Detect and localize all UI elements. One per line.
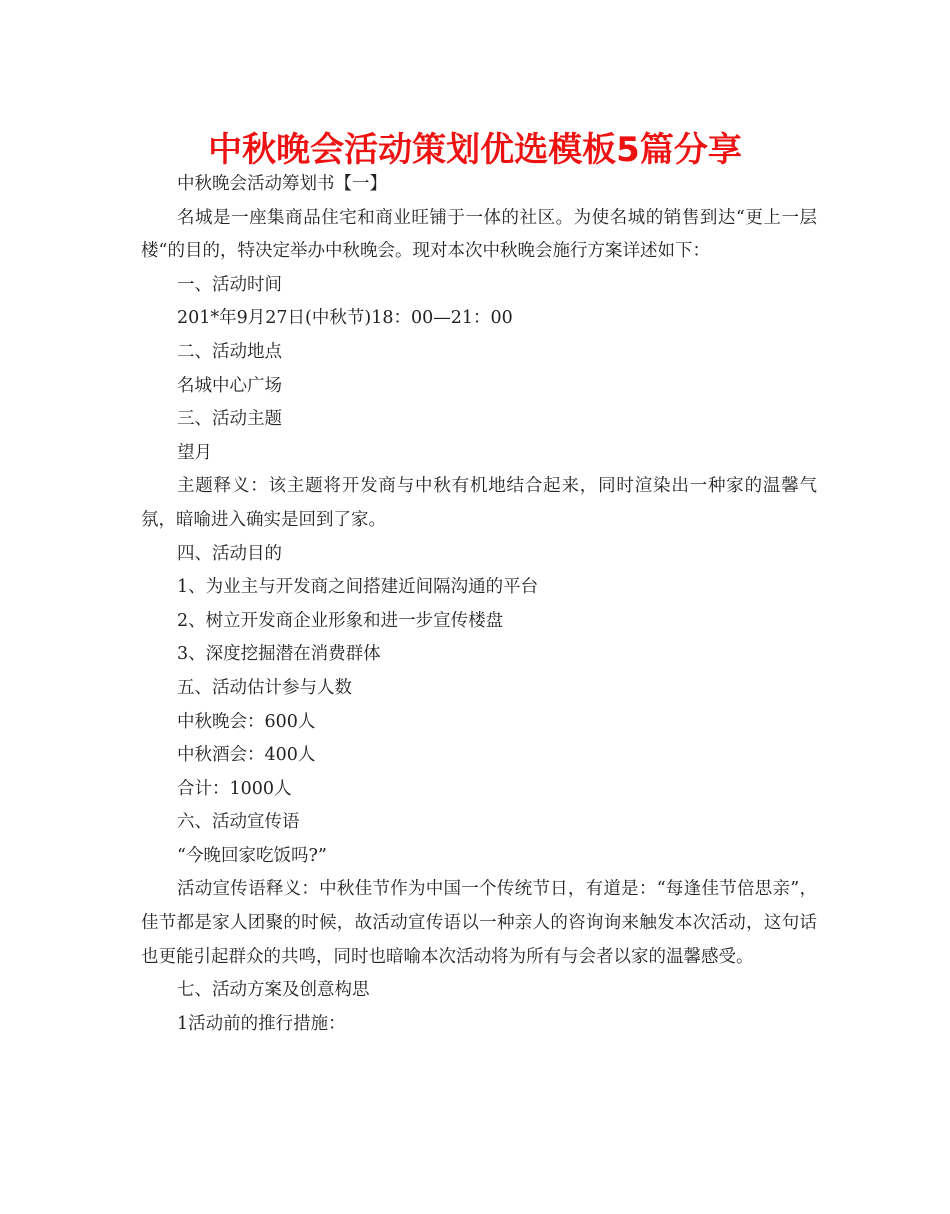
heading-activity-time: 一、活动时间	[177, 274, 282, 295]
heading-activity-purpose: 四、活动目的	[177, 543, 282, 564]
purpose-item-2: 2、树立开发商企业形象和进一步宣传楼盘	[177, 610, 504, 631]
theme-explanation-paragraph: 主题释义：该主题将开发商与中秋有机地结合起来，同时渲染出一种家的温馨气氛，暗喻进入确实是回到了家。	[141, 476, 817, 530]
heading-activity-theme: 三、活动主题	[177, 409, 282, 430]
document-title: 中秋晚会活动策划优选模板5篇分享	[208, 130, 742, 170]
participants-reception: 中秋酒会：400人	[177, 745, 316, 766]
purpose-item-3: 3、深度挖掘潜在消费群体	[177, 644, 381, 665]
heading-estimated-participants: 五、活动估计参与人数	[177, 677, 352, 698]
heading-activity-location: 二、活动地点	[177, 341, 282, 362]
document-body	[141, 168, 817, 1041]
intro-paragraph: 名城是一座集商品住宅和商业旺铺于一体的社区。为使名城的销售到达“更上一层楼“的目的，特决定举办中秋晚会。现对本次中秋晚会施行方案详述如下：	[141, 207, 817, 262]
participants-total: 合计：1000人	[177, 778, 292, 799]
slogan-explanation-paragraph: 活动宣传语释义：中秋佳节作为中国一个传统节日，有道是：“每逢佳节倍思亲”，佳节都是家人团聚的时候，故活动宣传语以一种亲人的咨询询来触发本次活动，这句话也更能引起群众的共鸣，同时也暗喻本次活动将为所有与会者以家的温馨感受。	[141, 879, 817, 967]
purpose-item-1: 1、为业主与开发商之间搭建近间隔沟通的平台	[177, 577, 539, 598]
participants-gala: 中秋晚会：600人	[177, 711, 316, 732]
heading-plan-and-concept: 七、活动方案及创意构思	[177, 980, 370, 1001]
heading-slogan: 六、活动宣传语	[177, 812, 300, 833]
pre-event-measures-heading: 1活动前的推行措施：	[177, 1013, 346, 1034]
slogan-value: “今晚回家吃饭吗?”	[177, 845, 327, 866]
activity-time-value: 201*年9月27日(中秋节)18：00—21：00	[177, 308, 513, 329]
activity-theme-value: 望月	[177, 442, 212, 463]
activity-location-value: 名城中心广场	[177, 375, 282, 396]
section-heading-plan-one: 中秋晚会活动筹划书【一】	[177, 174, 387, 194]
